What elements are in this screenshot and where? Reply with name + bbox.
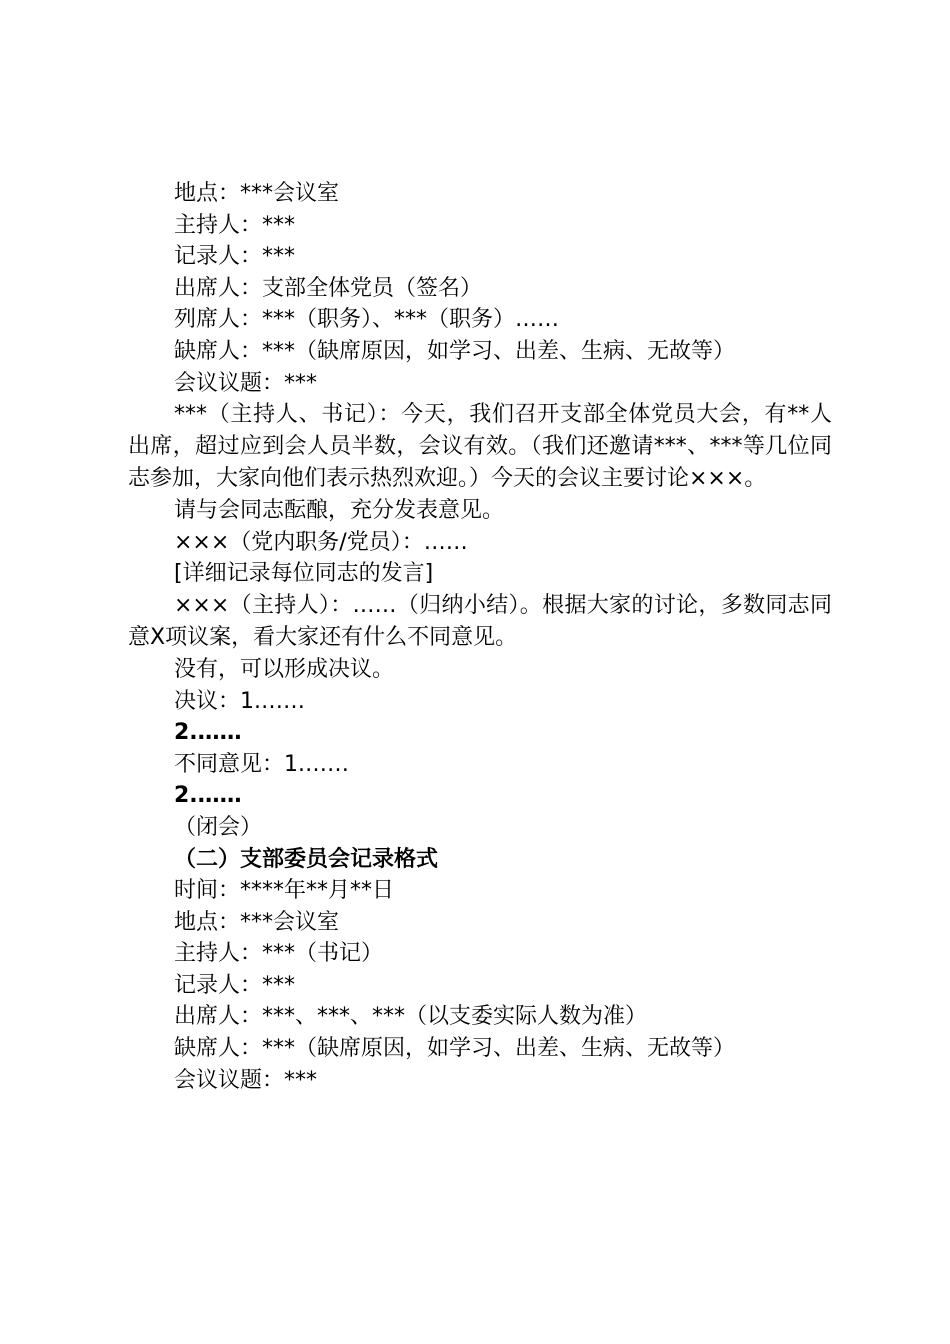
recorder-line-2: 记录人：*** [174,972,296,998]
opening-paragraph: ***（主持人、书记）：今天，我们召开支部全体党员大会，有**人出席，超过应到会人员半数，会议有效。（我们还邀请***、***等几位同志参加，大家向他们表示热烈欢迎。）今天的会议主要讨论×××。 [128,402,832,492]
absentees-line-2: 缺席人：***（缺席原因，如学习、出差、生病、无故等） [174,1036,736,1062]
closing-line: （闭会） [174,814,263,840]
recorder-line: 记录人：*** [174,244,296,270]
record-note-line: [详细记录每位同志的发言] [174,561,434,587]
location-line-2: 地点：***会议室 [174,909,340,935]
attendees-line: 出席人：支部全体党员（签名） [174,275,483,301]
summary-paragraph: ×××（主持人）：……（归纳小结）。根据大家的讨论，多数同志同意Ⅹ项议案，看大家还有什么不同意见。 [128,592,832,650]
agenda-line: 会议议题：*** [174,370,318,396]
resolution-line-1: 决议：1.…… [174,688,305,714]
document-body [128,178,832,1096]
no-objection-line: 没有，可以形成决议。 [174,656,395,682]
dissent-line-1: 不同意见：1.…… [174,751,349,777]
speaker-line: ×××（党内职务/党员）：…… [174,529,468,555]
time-line: 时间：****年**月**日 [174,878,395,904]
resolution-line-2: 2.…… [174,720,242,746]
dissent-line-2: 2.…… [174,783,242,809]
host-line-2: 主持人：***（书记） [174,941,384,967]
section-heading: （二）支部委员会记录格式 [174,846,439,872]
agenda-line-2: 会议议题：*** [174,1067,318,1093]
discussion-invite-line: 请与会同志酝酿，充分发表意见。 [174,498,505,524]
attendees-line-2: 出席人：***、***、***（以支委实际人数为准） [174,1004,648,1030]
observers-line: 列席人：***（职务）、***（职务）…… [174,307,560,333]
host-line: 主持人：*** [174,212,296,238]
absentees-line: 缺席人：***（缺席原因，如学习、出差、生病、无故等） [174,338,736,364]
location-line: 地点：***会议室 [174,181,340,206]
